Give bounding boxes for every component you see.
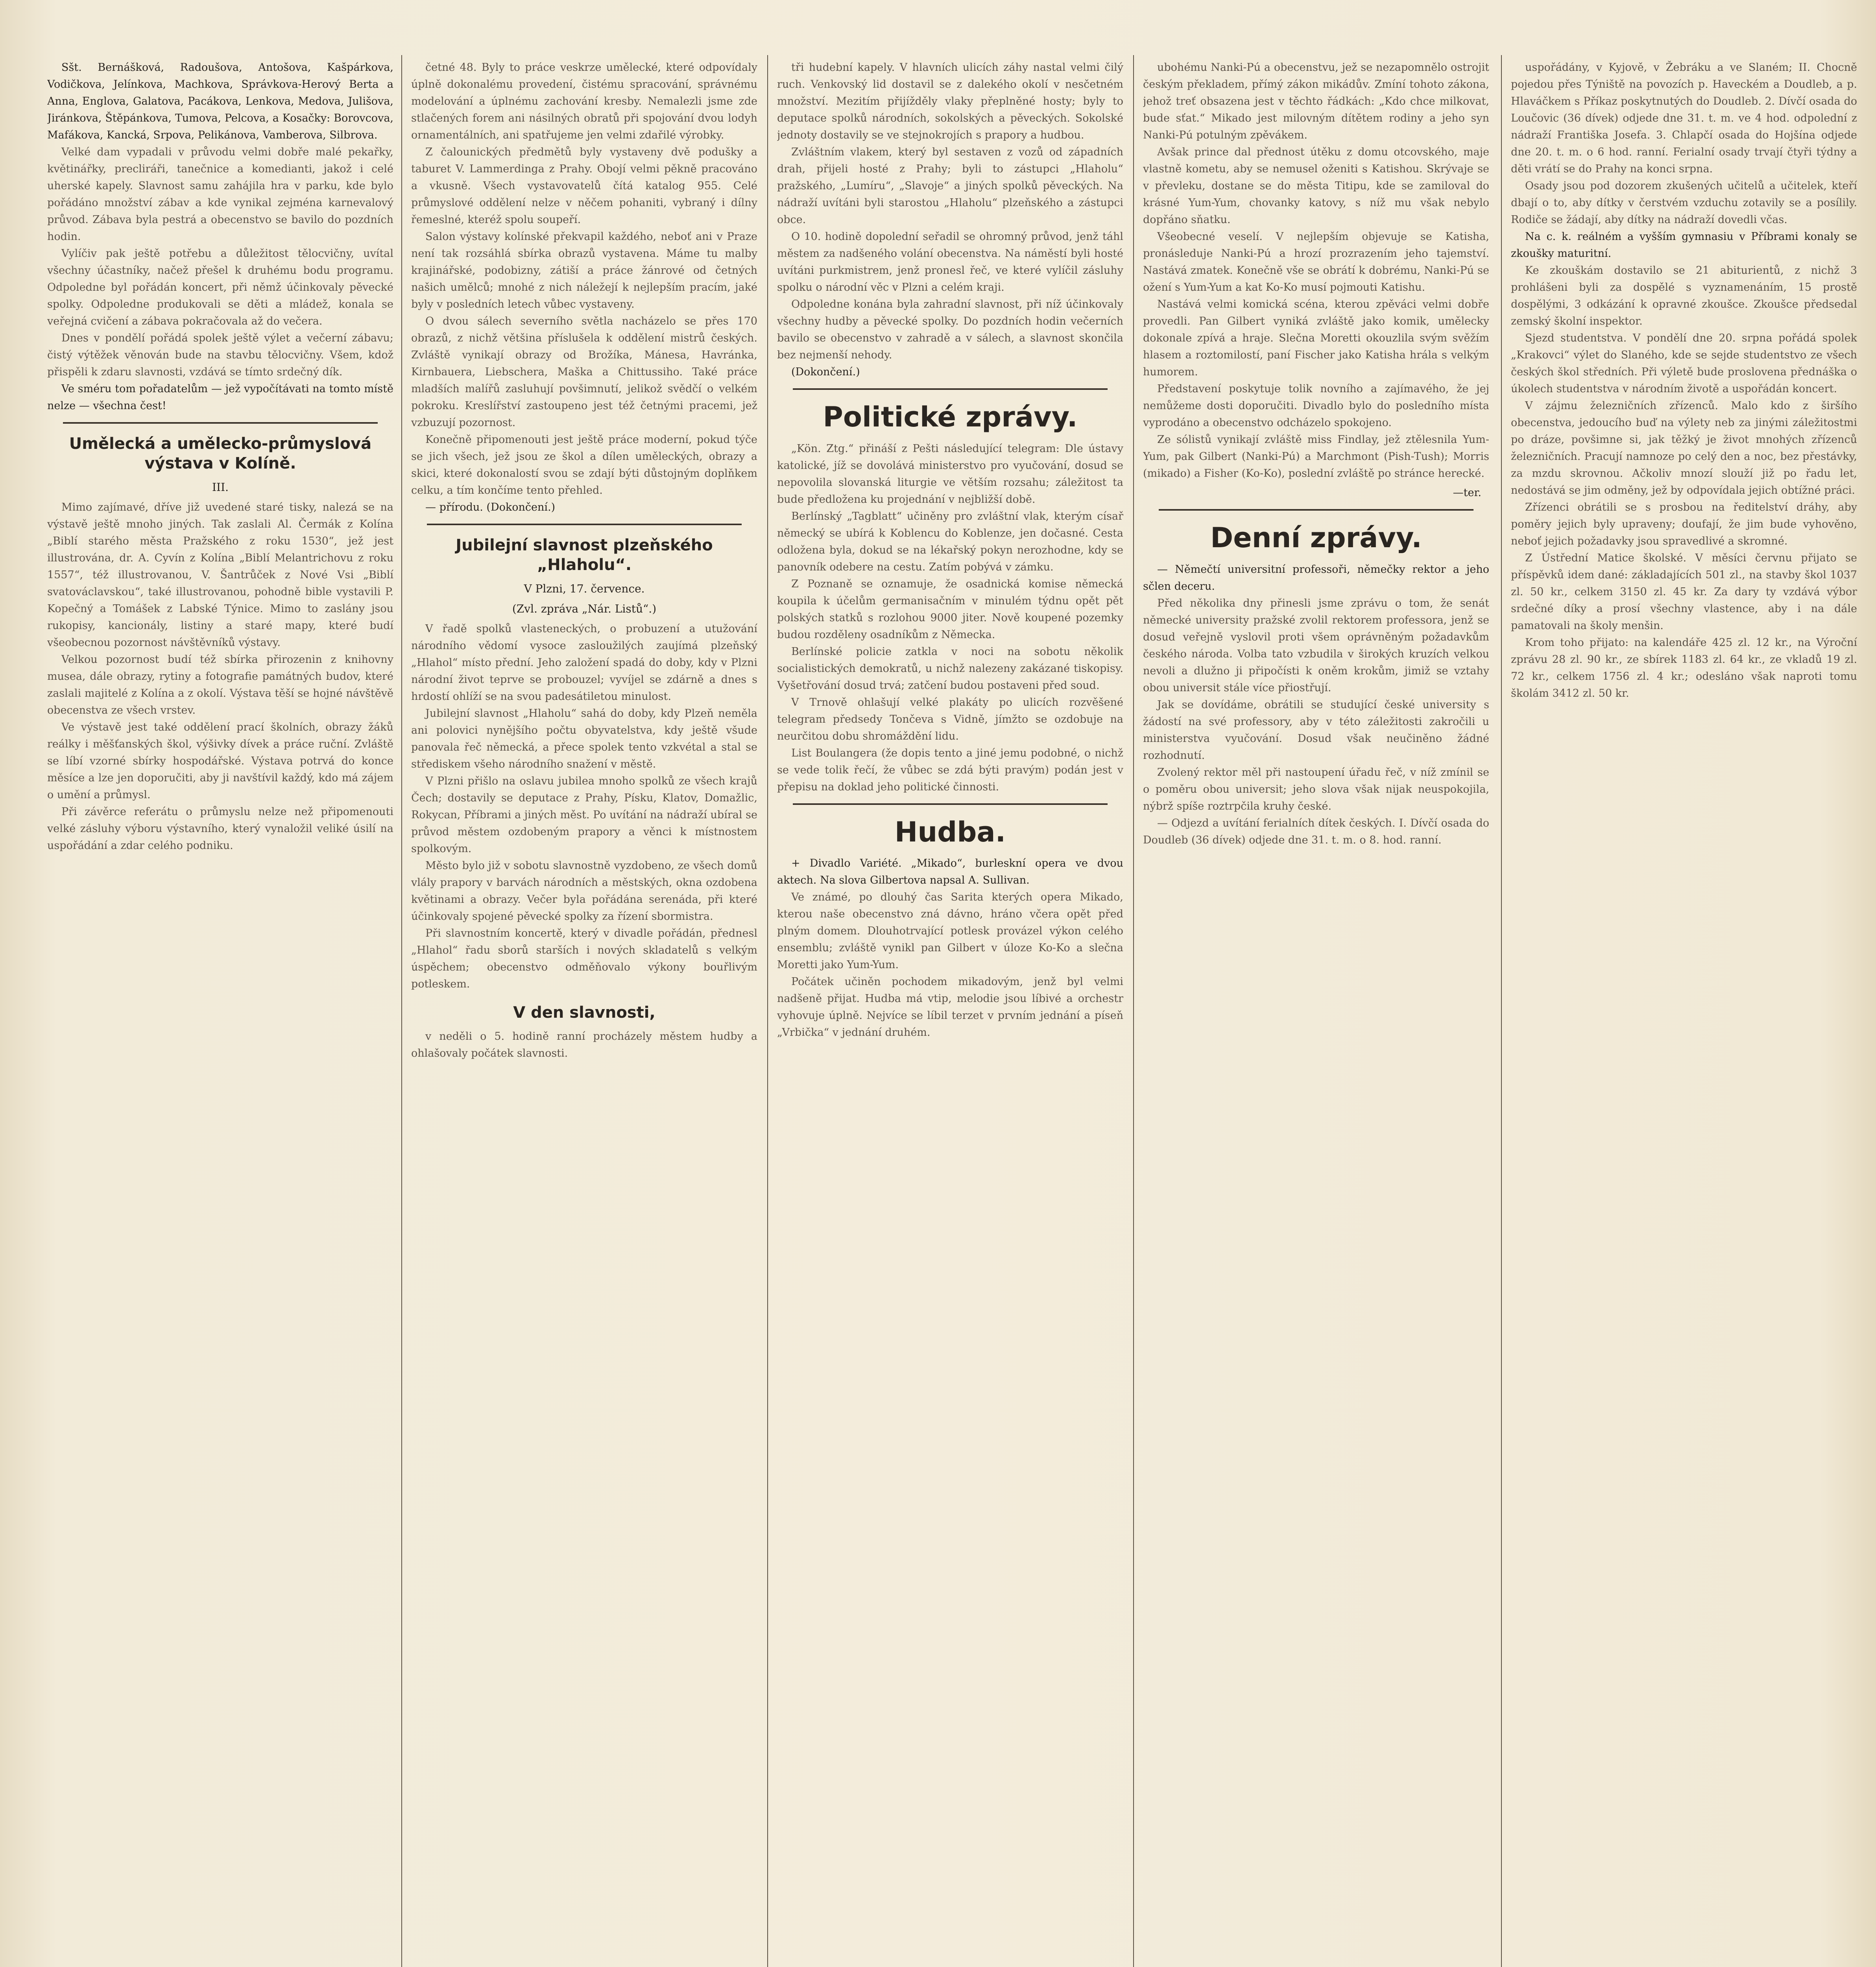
article-text: — přírodu. (Dokončení.)	[425, 501, 556, 513]
article-text: Dnes v pondělí pořádá spolek ještě výlet a večerní zábavu; čistý výtěžek věnován bude na stavbu tělocvičny. Všem, kdož přispěli k zdaru slavnosti, vzdává se tímto srdečný dík.	[47, 332, 393, 378]
article-text: Ve sméru tom pořadatelům — jež vypočítávati na tomto místě nelze — všechna čest!	[47, 383, 393, 412]
dateline: V Plzni, 17. července.	[524, 582, 645, 595]
article-text: Zvláštním vlakem, který byl sestaven z vozů od západních drah, přijeli hosté z Prahy; byli to zástupci „Hlaholu“ pražského, „Lumíru“, „Slavoje“ a jiných spolků pěveckých. Na nádraží uvítáni byli starostou „Hlaholu“ plzeňského a zástupci obce.	[777, 146, 1123, 226]
article-text: — Němečtí universitní professoři, němečky rektor a jeho sčlen deceru.	[1143, 563, 1489, 592]
divider	[793, 803, 1108, 805]
article-text: Ve výstavě jest také oddělení prací školních, obrazy žáků reálky i měšťanských škol, výšivky dívek a práce ruční. Zvláště se líbí vzorné sbírky hospodářské. Výstava potrvá do konce měsíce a lze jen doporučiti, aby ji navštívil každý, kdo má zájem o umění a průmysl.	[47, 721, 393, 801]
article-text: Salon výstavy kolínské překvapil každého, neboť ani v Praze není tak rozsáhlá sbírka obrazů vystavena. Máme tu malby krajinářské, podobizny, zátiší a práce žánrové od četných našich umělců; mnohé z nich náležejí k nejlepším pracím, jaké byly v posledních letech vůbec vystaveny.	[411, 231, 757, 310]
article-text: List Boulangera (že dopis tento a jiné jemu podobné, o nichž se vede tolik řečí, že vůbec se zdá býti pravým) podán jest v přepisu na doklad jeho politické činnosti.	[777, 747, 1123, 793]
article-text: Jak se dovídáme, obrátili se studující české university s žádostí na své professory, aby v této záležitosti zakročili u ministerstva vyučování. Dosud však neučiněno žádné rozhodnutí.	[1143, 698, 1489, 762]
article-heading: Jubilejní slavnost plzeňského „Hlaholu“.	[456, 536, 713, 574]
article-text: Zřízenci obrátili se s prosbou na ředitelství dráhy, aby poměry jejich byly upraveny; doufají, že jim bude vyhověno, neboť jejich požadavky jsou spravedlivé a skromné.	[1511, 501, 1857, 547]
column-rule	[1133, 55, 1134, 1967]
article-text: — Odjezd a uvítání ferialních dítek českých. I. Dívčí osada do Doudleb (36 dívek) odjede dne 31. t. m. o 8. hod. ranní.	[1143, 817, 1489, 846]
article-text: Sšt. Bernášková, Radoušova, Antošova, Kašpárkova, Vodičkova, Jelínkova, Machkova, Správkova-Herový Berta a Anna, Englova, Galatova, Pacákova, Lenkova, Medova, Julišova, Jiránkova, Štěpánkova, Tumova, Pelcova, a Kosačky: Borovcova, Mafákova, Kancká, Srpova, Pelikánova, Vamberova, Silbrova.	[47, 61, 393, 141]
article-text: Z čalounických předmětů byly vystaveny dvě podušky a taburet V. Lammerdinga z Prahy. Obojí velmi pěkně pracováno a vkusně. Všech vystavovatelů čítá katalog 955. Celé průmyslové oddělení nelze v něčem pohaniti, vybraný i dílny řemeslné, kteréž spolu soupeří.	[411, 146, 757, 226]
article-text: Při slavnostním koncertě, který v divadle pořádán, přednesl „Hlahol“ řadu sborů starších i nových skladatelů s velkým úspěchem; obecenstvo odměňovalo výkony bouřlivým potleskem.	[411, 927, 757, 990]
column-5	[1511, 59, 1857, 1967]
article-text: Z Ústřední Matice školské. V měsíci červnu přijato se příspěvků idem dané: základajících 501 zl., na stavby škol 1037 zl. 50 kr., celkem 3150 zl. 45 kr. Za dary ty vzdává výbor srdečné díky a prosí všechny vlastence, aby i na dále pamatovali na školy menšin.	[1511, 552, 1857, 632]
article-text: Všeobecné veselí. V nejlepším objevuje se Katisha, pronásleduje Nanki-Pú a hrozí prozrazením jeho tajemství. Nastává zmatek. Konečně vše se obrátí k dobrému, Nanki-Pú se ožení s Yum-Yum a kat Ko-Ko musí pojmouti Katishu.	[1143, 231, 1489, 293]
column-rule	[1501, 55, 1502, 1967]
article-text: O 10. hodině dopolední seřadil se ohromný průvod, jenž táhl městem za nadšeného volání obecenstva. Na náměstí byli hosté uvítáni purkmistrem, jenž pronesl řeč, ve které vylíčil zásluhy spolku o národní věc v Plzni a celém kraji.	[777, 231, 1123, 293]
article-text: V zájmu železničních zřízenců. Malo kdo z širšího obecenstva, jedoucího buď na výlety neb za jinými záležitostmi po dráze, povšimne si, jak těžký je život mnohých zřízenců železničních. Pracují namnoze po celý den a noc, bez přestávky, za mzdu skrovnou. Ačkoliv mnozí slouží již po řadu let, nedostává se jim odměny, jež by odpovídala jejich obtížné práci.	[1511, 400, 1857, 496]
article-text: „Kön. Ztg.“ přináší z Pešti následující telegram: Dle ústavy katolické, jíž se dovolává ministerstvo pro vyučování, dosud se nepovolila slovanská liturgie ve větším rozsahu; záležitost ta bude předložena ku projednání v nejbližší době.	[777, 442, 1123, 506]
signature: —ter.	[1453, 487, 1481, 499]
column-rule	[401, 55, 402, 1967]
article-text: Nastává velmi komická scéna, kterou zpěváci velmi dobře provedli. Pan Gilbert vyniká zvláště jako komik, umělecky dokonale zpívá a hraje. Slečna Moretti okouzlila svým svěžím hlasem a roztomilostí, paní Fischer jako Katisha hrála s velkým humorem.	[1143, 298, 1489, 378]
article-part: III.	[212, 481, 229, 494]
article-text: Konečně připomenouti jest ještě práce moderní, pokud týče se jich všech, jež jsou ze škol a dílen uměleckých, obrazy a skici, které dokonalostí svou se zdají býti důstojným doplňkem celku, a tím končíme tento přehled.	[411, 434, 757, 496]
divider	[63, 422, 378, 424]
article-text: V Plzni přišlo na oslavu jubilea mnoho spolků ze všech krajů Čech; dostavily se deputace z Prahy, Písku, Klatov, Domažlic, Rokycan, Příbrami a jiných měst. Po uvítání na nádraží ubíral se průvod městem ozdobeným prapory a věnci k místnostem spolkovým.	[411, 775, 757, 855]
article-text: ubohému Nanki-Pú a obecenstvu, jež se nezapomnělo ostrojit českým překladem, přímý zákon mikádův. Zmíní tohoto zákona, jehož treť obsazena jest v těchto řádkách: „Kdo chce milkovat, bude sťat.“ Mikado jest milovným dítětem rodiny a jeho syn Nanki-Pú potulným zpěvákem.	[1143, 61, 1489, 141]
article-text: Počátek učiněn pochodem mikadovým, jenž byl velmi nadšeně přijat. Hudba má vtip, melodie jsou líbivé a orchestr vyhovuje úplně. Nejvíce se líbil terzet v prvním jednání a píseň „Vrbička“ v jednání druhém.	[777, 976, 1123, 1039]
column-3	[777, 59, 1123, 1967]
article-text: Ve známé, po dlouhý čas Sarita kterých opera Mikado, kterou naše obecenstvo zná dávno, hráno včera opět před plným domem. Dlouhotrvající potlesk provázel výkon celého ensemblu; zvláště vynikl pan Gilbert v úloze Ko-Ko a slečna Moretti jako Yum-Yum.	[777, 891, 1123, 971]
article-text: Sjezd studentstva. V pondělí dne 20. srpna pořádá spolek „Krakovci“ výlet do Slaného, kde se sejde studentstvo ze všech českých škol středních. Při výletě bude proslovena přednáška o úkolech studentstva v národním životě a uspořádán koncert.	[1511, 332, 1857, 395]
article-text: tři hudební kapely. V hlavních ulicích záhy nastal velmi čilý ruch. Venkovský lid dostavil se z dalekého okolí v nesčetném množství. Mezitím přijížděly vlaky přeplněné hosty; byly to deputace spolků národních, sokolských a pěveckých. Sokolské jednoty dostavily se ve stejnokrojích s prapory a hudbou.	[777, 61, 1123, 141]
column-1	[47, 59, 393, 1967]
article-text: Krom toho přijato: na kalendáře 425 zl. 12 kr., na Výroční zprávu 28 zl. 90 kr., ze sbírek 1183 zl. 64 kr., ze vkladů 19 zl. 72 kr., celkem 1756 zl. 4 kr.; odesláno však naproti tomu školám 3412 zl. 50 kr.	[1511, 637, 1857, 699]
article-text: Jubilejní slavnost „Hlaholu“ sahá do doby, kdy Plzeň neměla ani polovici nynějšího počtu obyvatelstva, kdy ještě všude panovala řeč německá, a přece spolek tento vzkvétal a stal se střediskem všeho národního snažení v městě.	[411, 707, 757, 770]
article-text: Ze sólistů vynikají zvláště miss Findlay, jež ztělesnila Yum-Yum, pak Gilbert (Nanki-Pú) a Marchmont (Pish-Tush); Morris (mikado) a Fisher (Ko-Ko), poslední zvláště po stránce herecké.	[1143, 434, 1489, 480]
source-note: (Zvl. zpráva „Nár. Listů“.)	[512, 602, 657, 615]
divider	[427, 524, 742, 525]
article-text: četné 48. Byly to práce veskrze umělecké, které odpovídaly úplně dokonalému provedení, čistému spracování, správnému modelování a úplnému zachování kresby. Nemalezli jsme zde stlačených forem ani násilných obratů při spojování dvou lodyh ornamentálních, ani spatřujeme jen velmi zdařilé výrobky.	[411, 61, 757, 141]
article-text: Velké dam vypadali v průvodu velmi dobře malé pekařky, květinářky, precliráři, tanečnice a komedianti, jakož i celé uherské kapely. Slavnost samu zahájila hra v parku, kde bylo pořádáno množství zábav a kde vynikal zejména karnevalový průvod. Zábava byla pestrá a obecenstvo se bavilo do pozdních hodin.	[47, 146, 393, 243]
article-text: Před několika dny přinesli jsme zprávu o tom, že senát německé university pražské zvolil rektorem professora, jenž se dosud veřejně vyslovil proti všem oprávněným požadavkům českého národa. Volba tato vzbudila v širokých kruzích velkou nevoli a dlužno ji připočísti k oněm krokům, jimiž se vztahy obou universit stále více přiostřují.	[1143, 597, 1489, 694]
article-text: (Dokončení.)	[791, 366, 860, 378]
article-text: v neděli o 5. hodině ranní procházely městem hudby a ohlašovaly počátek slavnosti.	[411, 1030, 757, 1059]
column-4	[1143, 59, 1489, 1967]
article-text: Z Poznaně se oznamuje, že osadnická komise německá koupila k účelům germanisačním v minulém týdnu opět pět polských statků s rozlohou 9000 jiter. Nově koupené pozemky budou rozděleny osadníkům z Německa.	[777, 578, 1123, 641]
article-text: Berlínský „Tagblatt“ učiněny pro zvláštní vlak, kterým císař německý se ubírá k Koblencu do Koblenze, jen dočasné. Cesta odložena byla, dokud se na lékařský pokyn nerozhodne, kdy se panovník odebere na cestu. Zatím pobývá v zámku.	[777, 510, 1123, 573]
article-text: Velkou pozornost budí též sbírka přirozenin z knihovny musea, dále obrazy, rytiny a fotografie památných budov, které zaslali majitelé z Kolína a z okolí. Výstava těší se hojné návštěvě obecenstva ze všech vrstev.	[47, 653, 393, 716]
section-heading: Hudba.	[894, 816, 1006, 848]
article-text: Při závěrce referátu o průmyslu nelze než připomenouti velké zásluhy výboru výstavního, který vynaložil veliké úsilí na uspořádání a zdar celého podniku.	[47, 806, 393, 852]
article-text: Avšak prince dal přednost útěku z domu otcovského, maje vlastně kometu, aby se nemusel oženiti s Katishou. Skrývaje se v převleku, dostane se do města Titipu, kde se zamiloval do krásné Yum-Yum, chovanky katovy, s níž mu však nebylo dopřáno sňatku.	[1143, 146, 1489, 226]
section-heading: Denní zprávy.	[1210, 522, 1422, 554]
article-text: O dvou sálech severního světla nacházelo se přes 170 obrazů, z nichž většina příslušela k oddělení mistrů českých. Zvláště vynikají obrazy od Brožíka, Mánesa, Havránka, Kirnbauera, Liebschera, Maška a Chittussiho. Také práce mladších malířů zasluhují povšimnutí, jelikož svědčí o velkém pokroku. Kreslířství zastoupeno jest též četnými pracemi, jež vzbuzují pozornost.	[411, 315, 757, 429]
article-subheading: V den slavnosti,	[513, 1004, 655, 1022]
article-text: Na c. k. reálném a vyšším gymnasiu v Příbrami konaly se zkoušky maturitní.	[1511, 231, 1857, 260]
column-rule	[767, 55, 768, 1967]
article-text: Vylíčiv pak ještě potřebu a důležitost tělocvičny, uvítal všechny účastníky, načež přešel k druhému bodu programu. Odpoledne byl pořádán koncert, při němž účinkovaly pěvecké spolky. Odpoledne produkovali se děti a mládež, konala se veřejná cvičení a zábava pokračovala až do večera.	[47, 247, 393, 327]
article-heading: Umělecká a umělecko-průmyslová výstava v Kolíně.	[69, 435, 372, 472]
article-text: V řadě spolků vlasteneckých, o probuzení a utužování národního vědomí vysoce zasloužilých zaujímá plzeňský „Hlahol“ místo přední. Jeho založení spadá do doby, kdy v Plzni národní život teprve se probouzel; vyvíjel se zdárně a dnes s hrdostí ohlíží se na svou padesátiletou minulost.	[411, 623, 757, 703]
article-text: uspořádány, v Kyjově, v Žebráku a ve Slaném; II. Chocně pojedou přes Týniště na povozích p. Haveckém a Doudleb, a p. Hlaváčkem s Příkaz poskytnutých do Doudleb. 2. Dívčí osada do Loučovic (36 dívek) odjede dne 31. t. m. ve 4 hod. odpolední z nádraží Františka Josefa. 3. Chlapčí osada do Hojšína odjede dne 20. t. m. o 6 hod. ranní. Ferialní osady trvají čtyři týdny a děti vrátí se do Prahy na konci srpna.	[1511, 61, 1857, 175]
article-text: Mimo zajímavé, dříve již uvedené staré tisky, nalezá se na výstavě ještě mnoho jiných. Tak zaslali Al. Čermák z Kolína „Biblí starého města Pražského z roku 1530“, jež jest illustrována, dr. A. Cyvín z Kolína „Biblí Melantrichovu z roku 1557“, též illustrovanou, V. Šantrůček z Nové Vsi „Biblí svatováclavskou“, také illustrovanou, pohodně bible vystavili P. Kopečný a Tomášek z Labské Týnice. Mimo to zaslány jsou rukopisy, kancionály, listiny a staré mapy, které budí všeobecnou pozornost návštěvníků výstavy.	[47, 501, 393, 649]
divider	[1159, 509, 1473, 511]
article-text: Osady jsou pod dozorem zkušených učitelů a učitelek, kteří dbají o to, aby dítky v čerstvém vzduchu zotavily se a posílily. Rodiče se žádají, aby dítky na nádraží dovedli včas.	[1511, 180, 1857, 226]
article-text: Zvolený rektor měl při nastoupení úřadu řeč, v níž zmínil se o poměru obou universit; jeho slova však nijak neuspokojila, nýbrž spíše roztrpčila kruhy české.	[1143, 766, 1489, 812]
article-text: Představení poskytuje tolik novního a zajímavého, že jej nemůžeme dosti doporučiti. Divadlo bylo do posledního místa vyprodáno a obecenstvo odcházelo spokojeno.	[1143, 383, 1489, 429]
section-heading: Politické zprávy.	[823, 401, 1078, 433]
article-text: V Trnově ohlašují velké plakáty po ulicích rozvěšené telegram předsedy Tončeva s Vidně, jímžto se ozdobuje na neurčitou dobu shromáždění lidu.	[777, 696, 1123, 742]
article-text: Odpoledne konána byla zahradní slavnost, při níž účinkovaly všechny hudby a pěvecké spolky. Do pozdních hodin večerních bavilo se obecenstvo v zahradě a v sálech, a slavnost skončila bez nejmenší nehody.	[777, 298, 1123, 361]
column-2	[411, 59, 757, 1967]
divider	[793, 388, 1108, 390]
article-text: Ke zkouškám dostavilo se 21 abiturientů, z nichž 3 prohlášeni byli za dospělé s vyznamenáním, 15 prostě dospělými, 3 odkázání k opravné zkoušce. Zkoušce předsedal zemský školní inspektor.	[1511, 264, 1857, 327]
article-text: + Divadlo Variété. „Mikado“, burleskní opera ve dvou aktech. Na slova Gilbertova napsal A. Sullivan.	[777, 857, 1123, 886]
article-text: Město bylo již v sobotu slavnostně vyzdobeno, ze všech domů vlály prapory v barvách národních a městských, okna ozdobena květinami a obrazy. Večer byla pořádána serenáda, při které účinkovaly spojené pěvecké spolky za řízení sbormistra.	[411, 860, 757, 923]
article-text: Berlínské policie zatkla v noci na sobotu několik socialistických demokratů, u nichž nalezeny zakázané tiskopisy. Vyšetřování dosud trvá; zatčení budou postaveni před soud.	[777, 645, 1123, 692]
